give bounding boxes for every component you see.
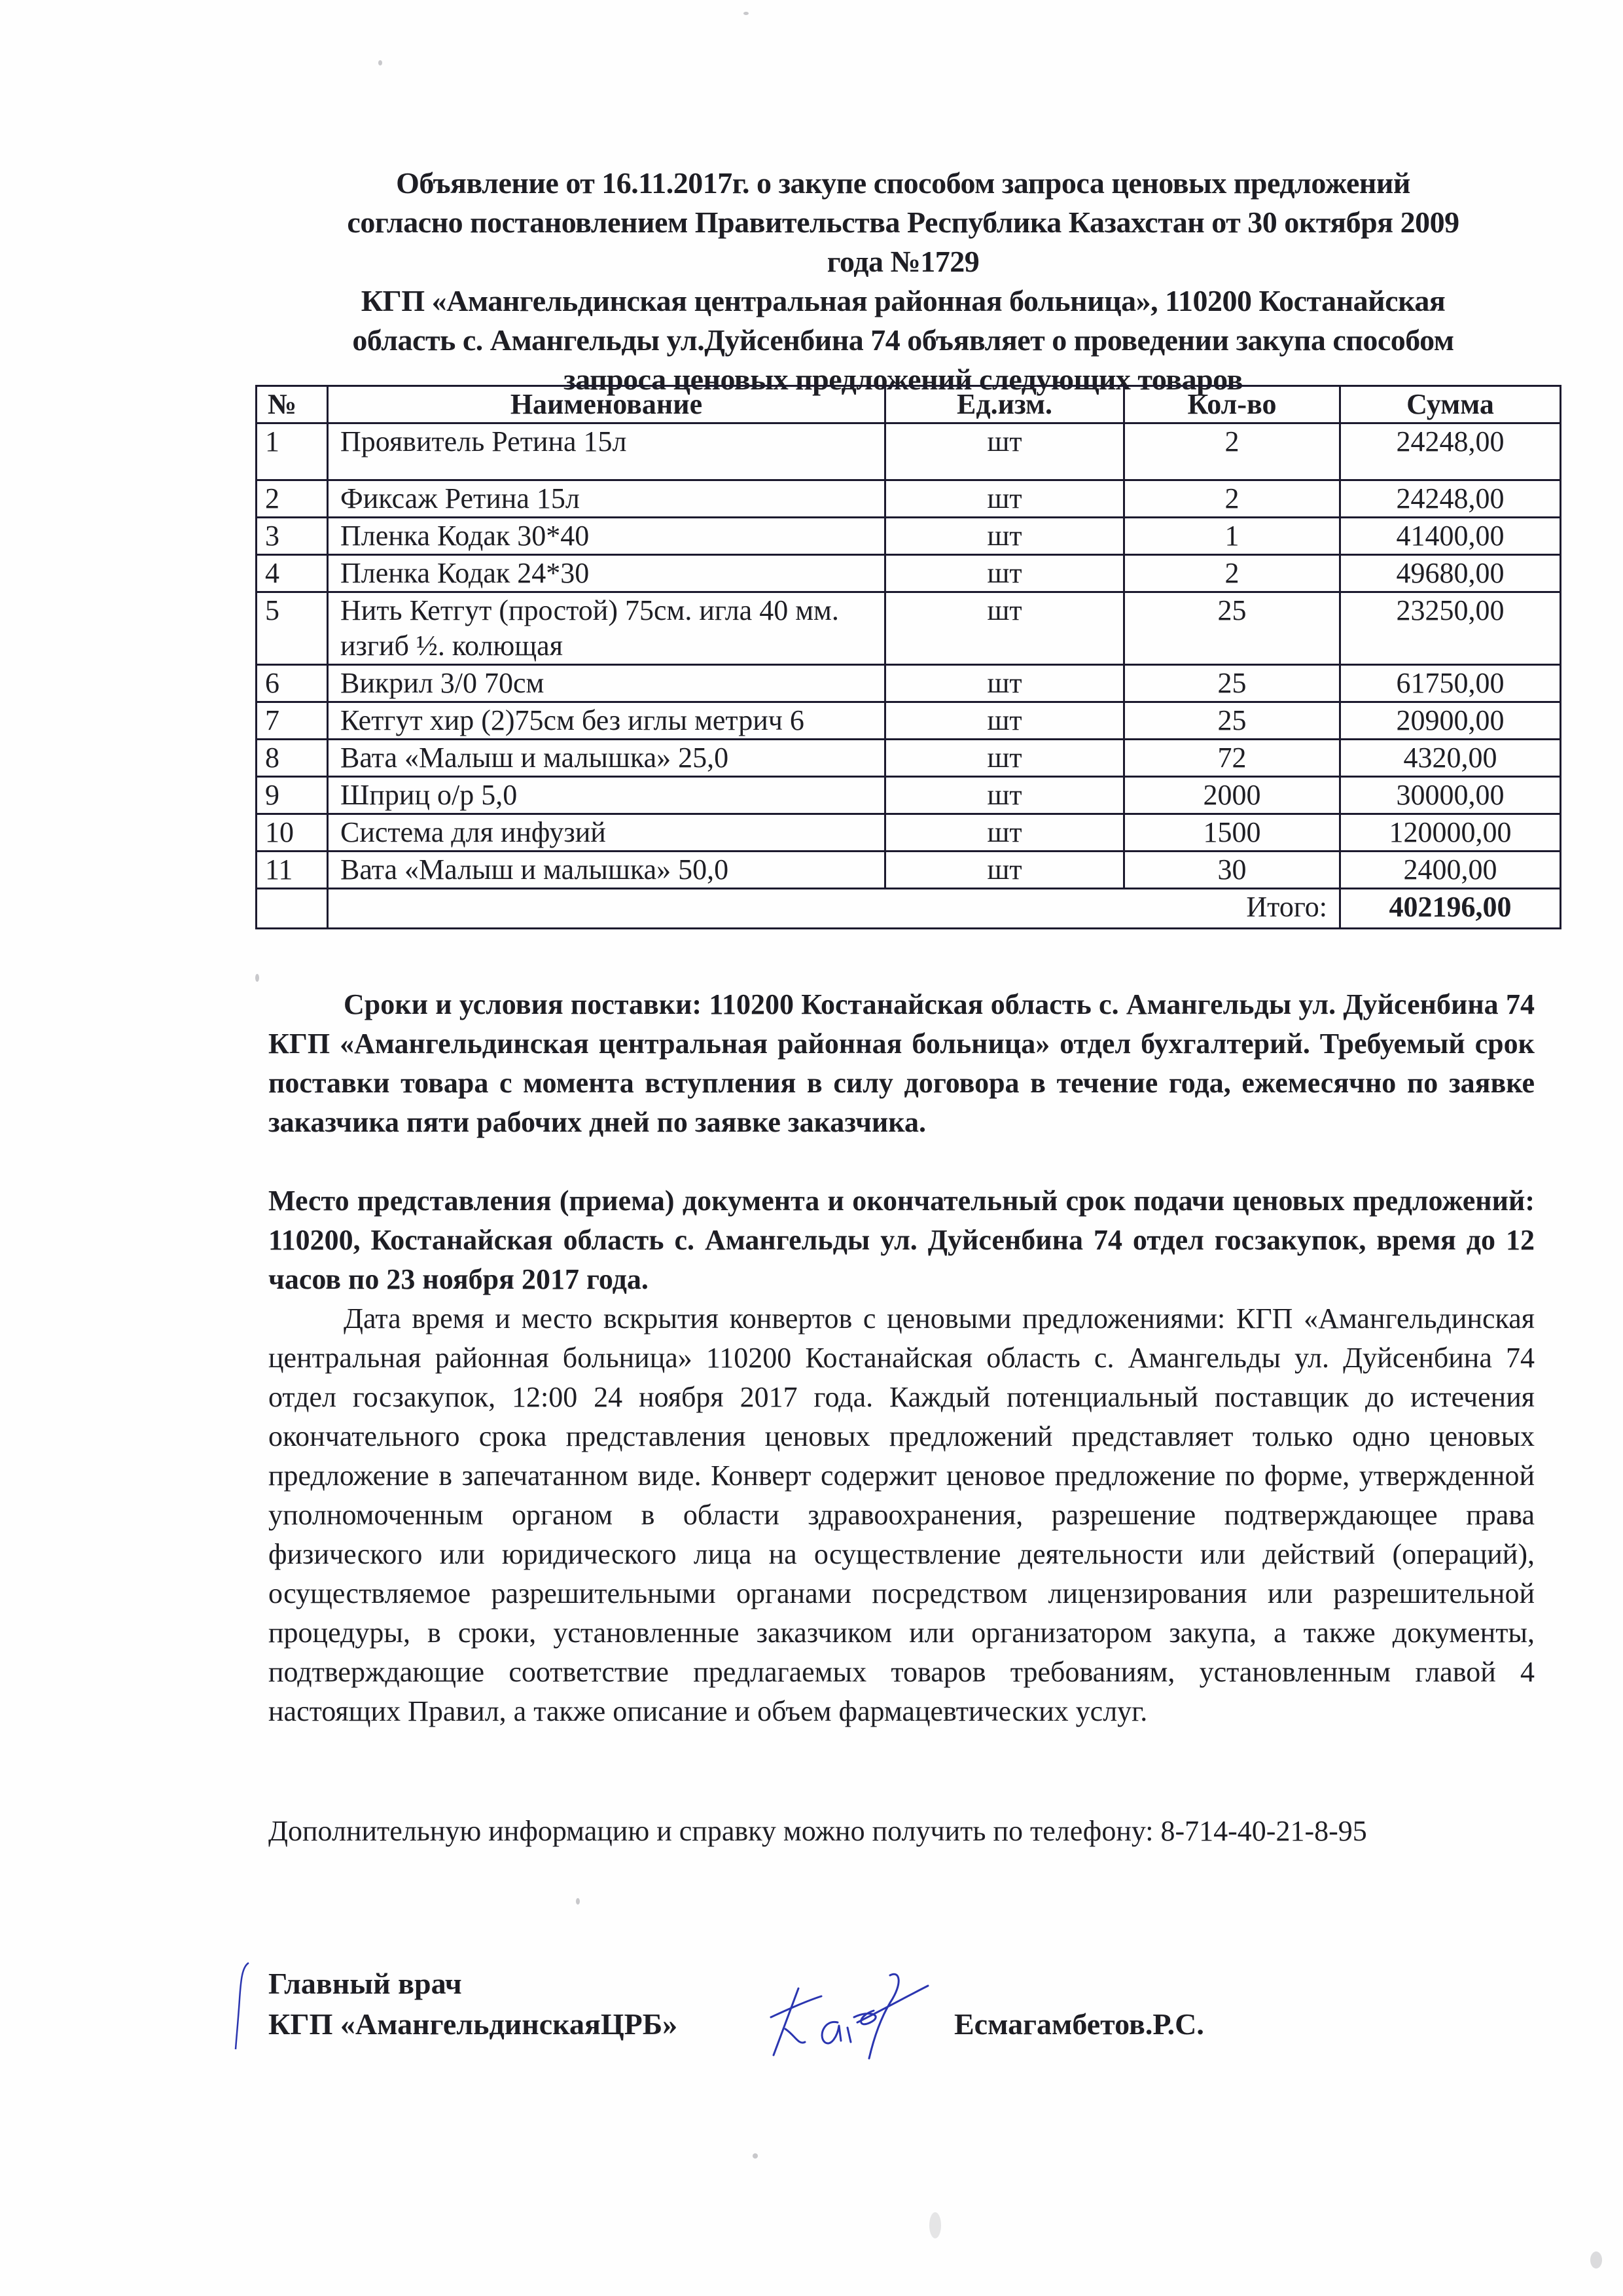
cell-qty: 2000 bbox=[1124, 777, 1340, 814]
signatory-name: Есмагамбетов.Р.С. bbox=[954, 2007, 1204, 2041]
cell-sum: 61750,00 bbox=[1340, 665, 1561, 702]
cell-name: Пленка Кодак 24*30 bbox=[328, 555, 885, 592]
cell-empty bbox=[257, 889, 328, 929]
announcement-title bbox=[275, 164, 1531, 399]
cell-qty: 25 bbox=[1124, 665, 1340, 702]
table-row bbox=[257, 665, 1561, 702]
scan-speck bbox=[753, 2153, 758, 2159]
cell-qty: 2 bbox=[1124, 423, 1340, 480]
cell-name: Нить Кетгут (простой) 75см. игла 40 мм. изгиб ½. колющая bbox=[328, 592, 885, 665]
cell-qty: 1500 bbox=[1124, 814, 1340, 852]
cell-name: Вата «Малыш и малышка» 50,0 bbox=[328, 852, 885, 889]
table-row bbox=[257, 423, 1561, 480]
envelope-opening-text: Дата время и место вскрытия конвертов с ценовыми предложениями: КГП «Амангельдинская центральная районная больница» 110200 Костанайская область с. Амангельды ул. Дуйсенбина 74 отдел госзакупок, 12:00 24 ноября 2017 года. Каждый потенциальный поставщик до истечения окончательного срока представления ценовых предложений представляет только одно ценовых предложение в запечатанном виде. Конверт содержит ценовое предложение по форме, утвержденной уполномоченным органом в области здравоохранения, разрешение подтверждающее права физического или юридического лица на осуществление деятельности или действий (операций), осуществляемое разрешительными органами посредством лицензирования или разрешительной процедуры, в сроки, установленные заказчиком или организатором закупа, а также документы, подтверждающие соответствие предлагаемых товаров требованиям, установленным главой 4 настоящих Правил, а также описание и объем фармацевтических услуг. bbox=[268, 1302, 1535, 1727]
delivery-terms-text: Сроки и условия поставки: 110200 Костанайская область с. Амангельды ул. Дуйсенбина 74 КГП «Амангельдинская центральная районная больница» отдел бухгалтерий. Требуемый срок поставки товара с момента вступления в силу договора в течение года, ежемесячно по заявке заказчика пяти рабочих дней по заявке заказчика. bbox=[268, 988, 1535, 1138]
cell-unit: шт bbox=[885, 592, 1124, 665]
cell-name: Пленка Кодак 30*40 bbox=[328, 518, 885, 555]
table-row bbox=[257, 777, 1561, 814]
cell-qty: 72 bbox=[1124, 740, 1340, 777]
cell-qty: 25 bbox=[1124, 592, 1340, 665]
table-row bbox=[257, 518, 1561, 555]
scan-speck bbox=[576, 1898, 580, 1905]
cell-sum: 24248,00 bbox=[1340, 423, 1561, 480]
table-row bbox=[257, 480, 1561, 518]
delivery-terms-paragraph bbox=[268, 985, 1535, 1142]
table-row bbox=[257, 740, 1561, 777]
total-label: Итого: bbox=[328, 889, 1340, 929]
title-line: года №1729 bbox=[827, 245, 980, 278]
submission-place-paragraph bbox=[268, 1181, 1535, 1299]
cell-unit: шт bbox=[885, 740, 1124, 777]
scan-speck bbox=[378, 60, 382, 65]
cell-number: 4 bbox=[257, 555, 328, 592]
cell-sum: 30000,00 bbox=[1340, 777, 1561, 814]
cell-number: 1 bbox=[257, 423, 328, 480]
cell-sum: 41400,00 bbox=[1340, 518, 1561, 555]
contact-info: Дополнительную информацию и справку можно получить по телефону: 8-714-40-21-8-95 bbox=[268, 1815, 1367, 1847]
cell-name: Шприц о/р 5,0 bbox=[328, 777, 885, 814]
table-row bbox=[257, 592, 1561, 665]
cell-number: 8 bbox=[257, 740, 328, 777]
scan-speck bbox=[255, 974, 259, 982]
cell-number: 2 bbox=[257, 480, 328, 518]
scan-speck bbox=[1590, 2251, 1602, 2269]
scan-speck bbox=[929, 2212, 941, 2238]
cell-sum: 120000,00 bbox=[1340, 814, 1561, 852]
title-line: КГП «Амангельдинская центральная районная больница», 110200 Костанайская bbox=[361, 284, 1446, 317]
cell-number: 7 bbox=[257, 702, 328, 740]
cell-sum: 4320,00 bbox=[1340, 740, 1561, 777]
cell-name: Вата «Малыш и малышка» 25,0 bbox=[328, 740, 885, 777]
cell-sum: 2400,00 bbox=[1340, 852, 1561, 889]
cell-name: Система для инфузий bbox=[328, 814, 885, 852]
cell-number: 9 bbox=[257, 777, 328, 814]
cell-name: Викрил 3/0 70см bbox=[328, 665, 885, 702]
title-line: Объявление от 16.11.2017г. о закупе способом запроса ценовых предложений bbox=[396, 166, 1410, 200]
cell-unit: шт bbox=[885, 702, 1124, 740]
cell-name: Фиксаж Ретина 15л bbox=[328, 480, 885, 518]
cell-unit: шт bbox=[885, 852, 1124, 889]
handwritten-signature-icon bbox=[759, 1970, 929, 2062]
cell-qty: 25 bbox=[1124, 702, 1340, 740]
submission-place-text: Место представления (приема) документа и окончательный срок подачи ценовых предложений: 110200, Костанайская область с. Амангельды ул. Дуйсенбина 74 отдел госзакупок, время до 12 часов по 23 ноября 2017 года. bbox=[268, 1185, 1535, 1295]
cell-unit: шт bbox=[885, 518, 1124, 555]
cell-unit: шт bbox=[885, 480, 1124, 518]
table-total-row bbox=[257, 889, 1561, 929]
goods-table bbox=[255, 385, 1561, 929]
col-header-qty: Кол-во bbox=[1124, 386, 1340, 423]
col-header-number: № bbox=[257, 386, 328, 423]
total-value: 402196,00 bbox=[1340, 889, 1561, 929]
cell-name: Кетгут хир (2)75см без иглы метрич 6 bbox=[328, 702, 885, 740]
col-header-sum: Сумма bbox=[1340, 386, 1561, 423]
signatory-block bbox=[268, 1964, 677, 2045]
cell-unit: шт bbox=[885, 423, 1124, 480]
table-row bbox=[257, 702, 1561, 740]
cell-name: Проявитель Ретина 15л bbox=[328, 423, 885, 480]
signatory-organization: КГП «АмангельдинскаяЦРБ» bbox=[268, 2007, 678, 2041]
cell-sum: 49680,00 bbox=[1340, 555, 1561, 592]
cell-qty: 2 bbox=[1124, 480, 1340, 518]
cell-number: 3 bbox=[257, 518, 328, 555]
cell-unit: шт bbox=[885, 555, 1124, 592]
title-line: запроса ценовых предложений следующих товаров bbox=[563, 363, 1243, 396]
cell-number: 5 bbox=[257, 592, 328, 665]
col-header-name: Наименование bbox=[328, 386, 885, 423]
pen-mark-icon bbox=[229, 1960, 255, 2052]
cell-number: 6 bbox=[257, 665, 328, 702]
cell-number: 11 bbox=[257, 852, 328, 889]
scan-speck bbox=[743, 12, 749, 15]
cell-unit: шт bbox=[885, 814, 1124, 852]
table-row bbox=[257, 555, 1561, 592]
cell-qty: 1 bbox=[1124, 518, 1340, 555]
signatory-position: Главный врач bbox=[268, 1967, 462, 2000]
cell-sum: 23250,00 bbox=[1340, 592, 1561, 665]
cell-unit: шт bbox=[885, 665, 1124, 702]
table-row bbox=[257, 852, 1561, 889]
cell-sum: 20900,00 bbox=[1340, 702, 1561, 740]
title-line: согласно постановлением Правительства Республика Казахстан от 30 октября 2009 bbox=[347, 206, 1459, 239]
table-row bbox=[257, 814, 1561, 852]
envelope-opening-paragraph bbox=[268, 1299, 1535, 1731]
cell-sum: 24248,00 bbox=[1340, 480, 1561, 518]
col-header-unit: Ед.изм. bbox=[885, 386, 1124, 423]
title-line: область с. Амангельды ул.Дуйсенбина 74 объявляет о проведении закупа способом bbox=[352, 323, 1454, 357]
cell-qty: 2 bbox=[1124, 555, 1340, 592]
cell-number: 10 bbox=[257, 814, 328, 852]
cell-unit: шт bbox=[885, 777, 1124, 814]
table-header-row bbox=[257, 386, 1561, 423]
cell-qty: 30 bbox=[1124, 852, 1340, 889]
